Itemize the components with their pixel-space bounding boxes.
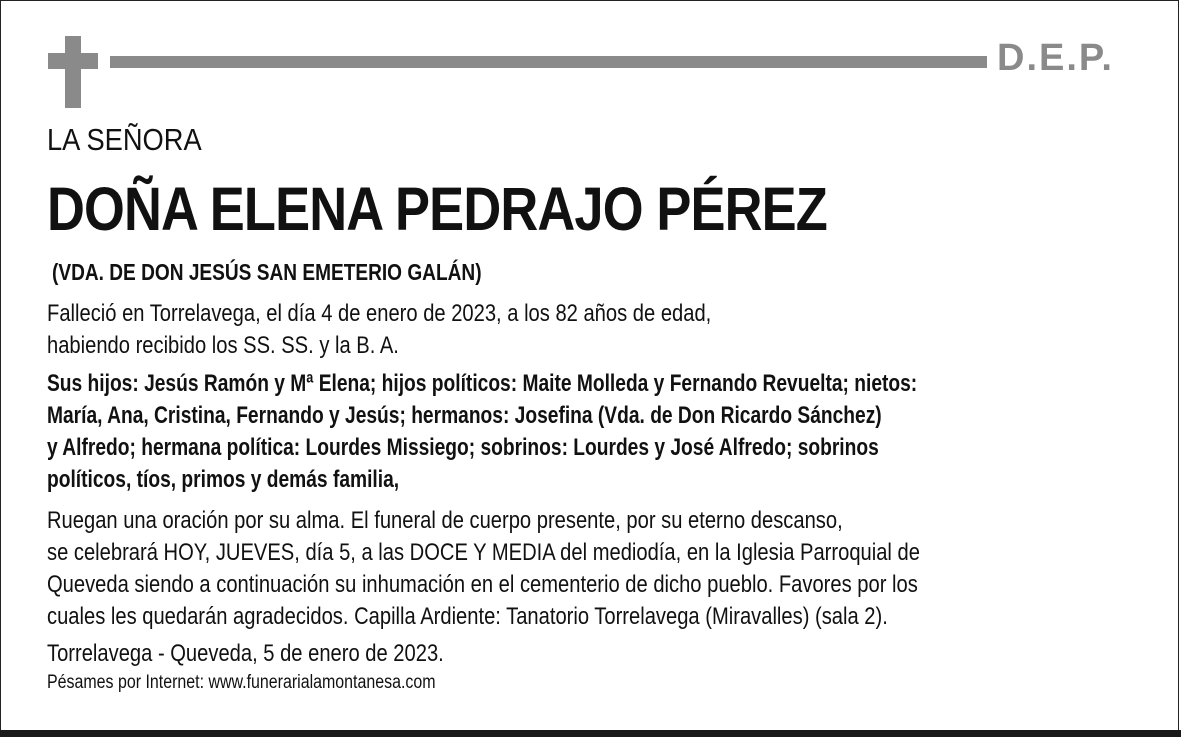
funeral-line: cuales les quedarán agradecidos. Capilla Ardiente: Tanatorio Torrelavega (Miravalles) (sala 2). [47, 603, 888, 630]
cross-icon [65, 36, 81, 108]
header-rule [110, 56, 987, 68]
honorific: LA SEÑORA [47, 122, 202, 157]
bottom-border [0, 730, 1181, 737]
family-line: y Alfredo; hermana política: Lourdes Missiego; sobrinos: Lourdes y José Alfredo; sobrinos [47, 434, 879, 461]
dep-label: D.E.P. [997, 37, 1114, 79]
death-paragraph [47, 298, 711, 362]
funeral-line: se celebrará HOY, JUEVES, día 5, a las DOCE Y MEDIA del mediodía, en la Iglesia Parroquial de [47, 539, 920, 566]
funeral-line: Queveda siendo a continuación su inhumación en el cementerio de dicho pueblo. Favores por los [47, 571, 918, 598]
deceased-name: DOÑA ELENA PEDRAJO PÉREZ [47, 175, 827, 243]
death-line: Falleció en Torrelavega, el día 4 de enero de 2023, a los 82 años de edad, [47, 300, 712, 327]
condolences-link[interactable]: Pésames por Internet: www.funerarialamontanesa.com [47, 672, 436, 693]
family-line: políticos, tíos, primos y demás familia, [47, 466, 400, 493]
death-line: habiendo recibido los SS. SS. y la B. A. [47, 332, 399, 359]
family-line: María, Ana, Cristina, Fernando y Jesús; hermanos: Josefina (Vda. de Don Ricardo Sánchez) [47, 402, 882, 429]
place-date: Torrelavega - Queveda, 5 de enero de 2023. [47, 640, 444, 667]
family-line: Sus hijos: Jesús Ramón y Mª Elena; hijos políticos: Maite Molleda y Fernando Revuelta; nietos: [47, 370, 918, 397]
funeral-line: Ruegan una oración por su alma. El funeral de cuerpo presente, por su eterno descanso, [47, 507, 843, 534]
widow-note: (VDA. DE DON JESÚS SAN EMETERIO GALÁN) [52, 259, 482, 285]
cross-icon-arm [48, 53, 98, 69]
family-paragraph [47, 368, 917, 496]
funeral-paragraph [47, 505, 920, 633]
